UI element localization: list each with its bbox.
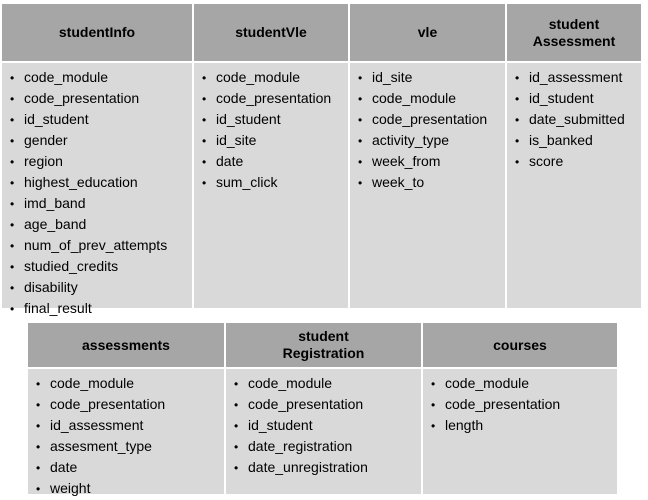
field-item: • region [10,151,192,172]
field-item: • id_student [202,109,348,130]
field-item: • code_module [431,373,617,394]
field-item: • is_banked [515,130,641,151]
field-item: • code_module [234,373,421,394]
field-item: • code_module [358,88,505,109]
field-item: • num_of_prev_attempts [10,235,192,256]
table-header: vle [350,4,505,63]
top-table-group [2,4,641,316]
bottom-table-group [28,323,617,494]
table-studentVle [192,4,348,308]
table-studentRegistration [224,323,421,494]
field-item: • date_registration [234,436,421,457]
table-header: studentInfo [2,4,192,63]
field-item: • id_site [358,67,505,88]
table-header: studentVle [194,4,348,63]
field-item: • code_module [36,373,224,394]
field-item: • code_presentation [431,394,617,415]
field-list [28,373,224,499]
table-courses [421,323,617,494]
field-list-container [2,63,192,316]
field-item: • weight [36,478,224,499]
table-header: courses [423,323,617,369]
table-header: student Registration [226,323,421,369]
field-list [194,67,348,193]
field-item: • final_result [10,298,192,319]
table-vle [348,4,505,308]
field-item: • code_presentation [36,394,224,415]
field-item: • date_unregistration [234,457,421,478]
field-list [507,67,641,172]
field-item: • week_from [358,151,505,172]
field-item: • code_presentation [358,109,505,130]
field-item: • disability [10,277,192,298]
table-header: assessments [28,323,224,369]
field-item: • date [36,457,224,478]
field-list [423,373,617,436]
field-item: • age_band [10,214,192,235]
field-item: • highest_education [10,172,192,193]
field-item: • id_student [10,109,192,130]
field-item: • code_presentation [202,88,348,109]
field-item: • id_site [202,130,348,151]
field-item: • week_to [358,172,505,193]
field-item: • studied_credits [10,256,192,277]
field-item: • date [202,151,348,172]
field-list-container [28,369,224,494]
field-item: • code_module [10,67,192,88]
field-item: • code_presentation [10,88,192,109]
field-item: • code_presentation [234,394,421,415]
field-item: • id_student [515,88,641,109]
field-list [226,373,421,478]
field-list-container [194,63,348,308]
field-list-container [350,63,505,308]
field-item: • length [431,415,617,436]
field-list-container [423,369,617,494]
field-item: • imd_band [10,193,192,214]
table-studentInfo [2,4,192,316]
field-list-container [507,63,641,308]
table-header: student Assessment [507,4,641,63]
field-item: • sum_click [202,172,348,193]
field-item: • assesment_type [36,436,224,457]
field-list [2,67,192,319]
table-studentAssessment [505,4,641,308]
field-item: • activity_type [358,130,505,151]
field-list [350,67,505,193]
field-item: • gender [10,130,192,151]
table-assessments [28,323,224,494]
field-item: • date_submitted [515,109,641,130]
field-item: • code_module [202,67,348,88]
field-list-container [226,369,421,494]
field-item: • score [515,151,641,172]
field-item: • id_assessment [515,67,641,88]
field-item: • id_student [234,415,421,436]
field-item: • id_assessment [36,415,224,436]
